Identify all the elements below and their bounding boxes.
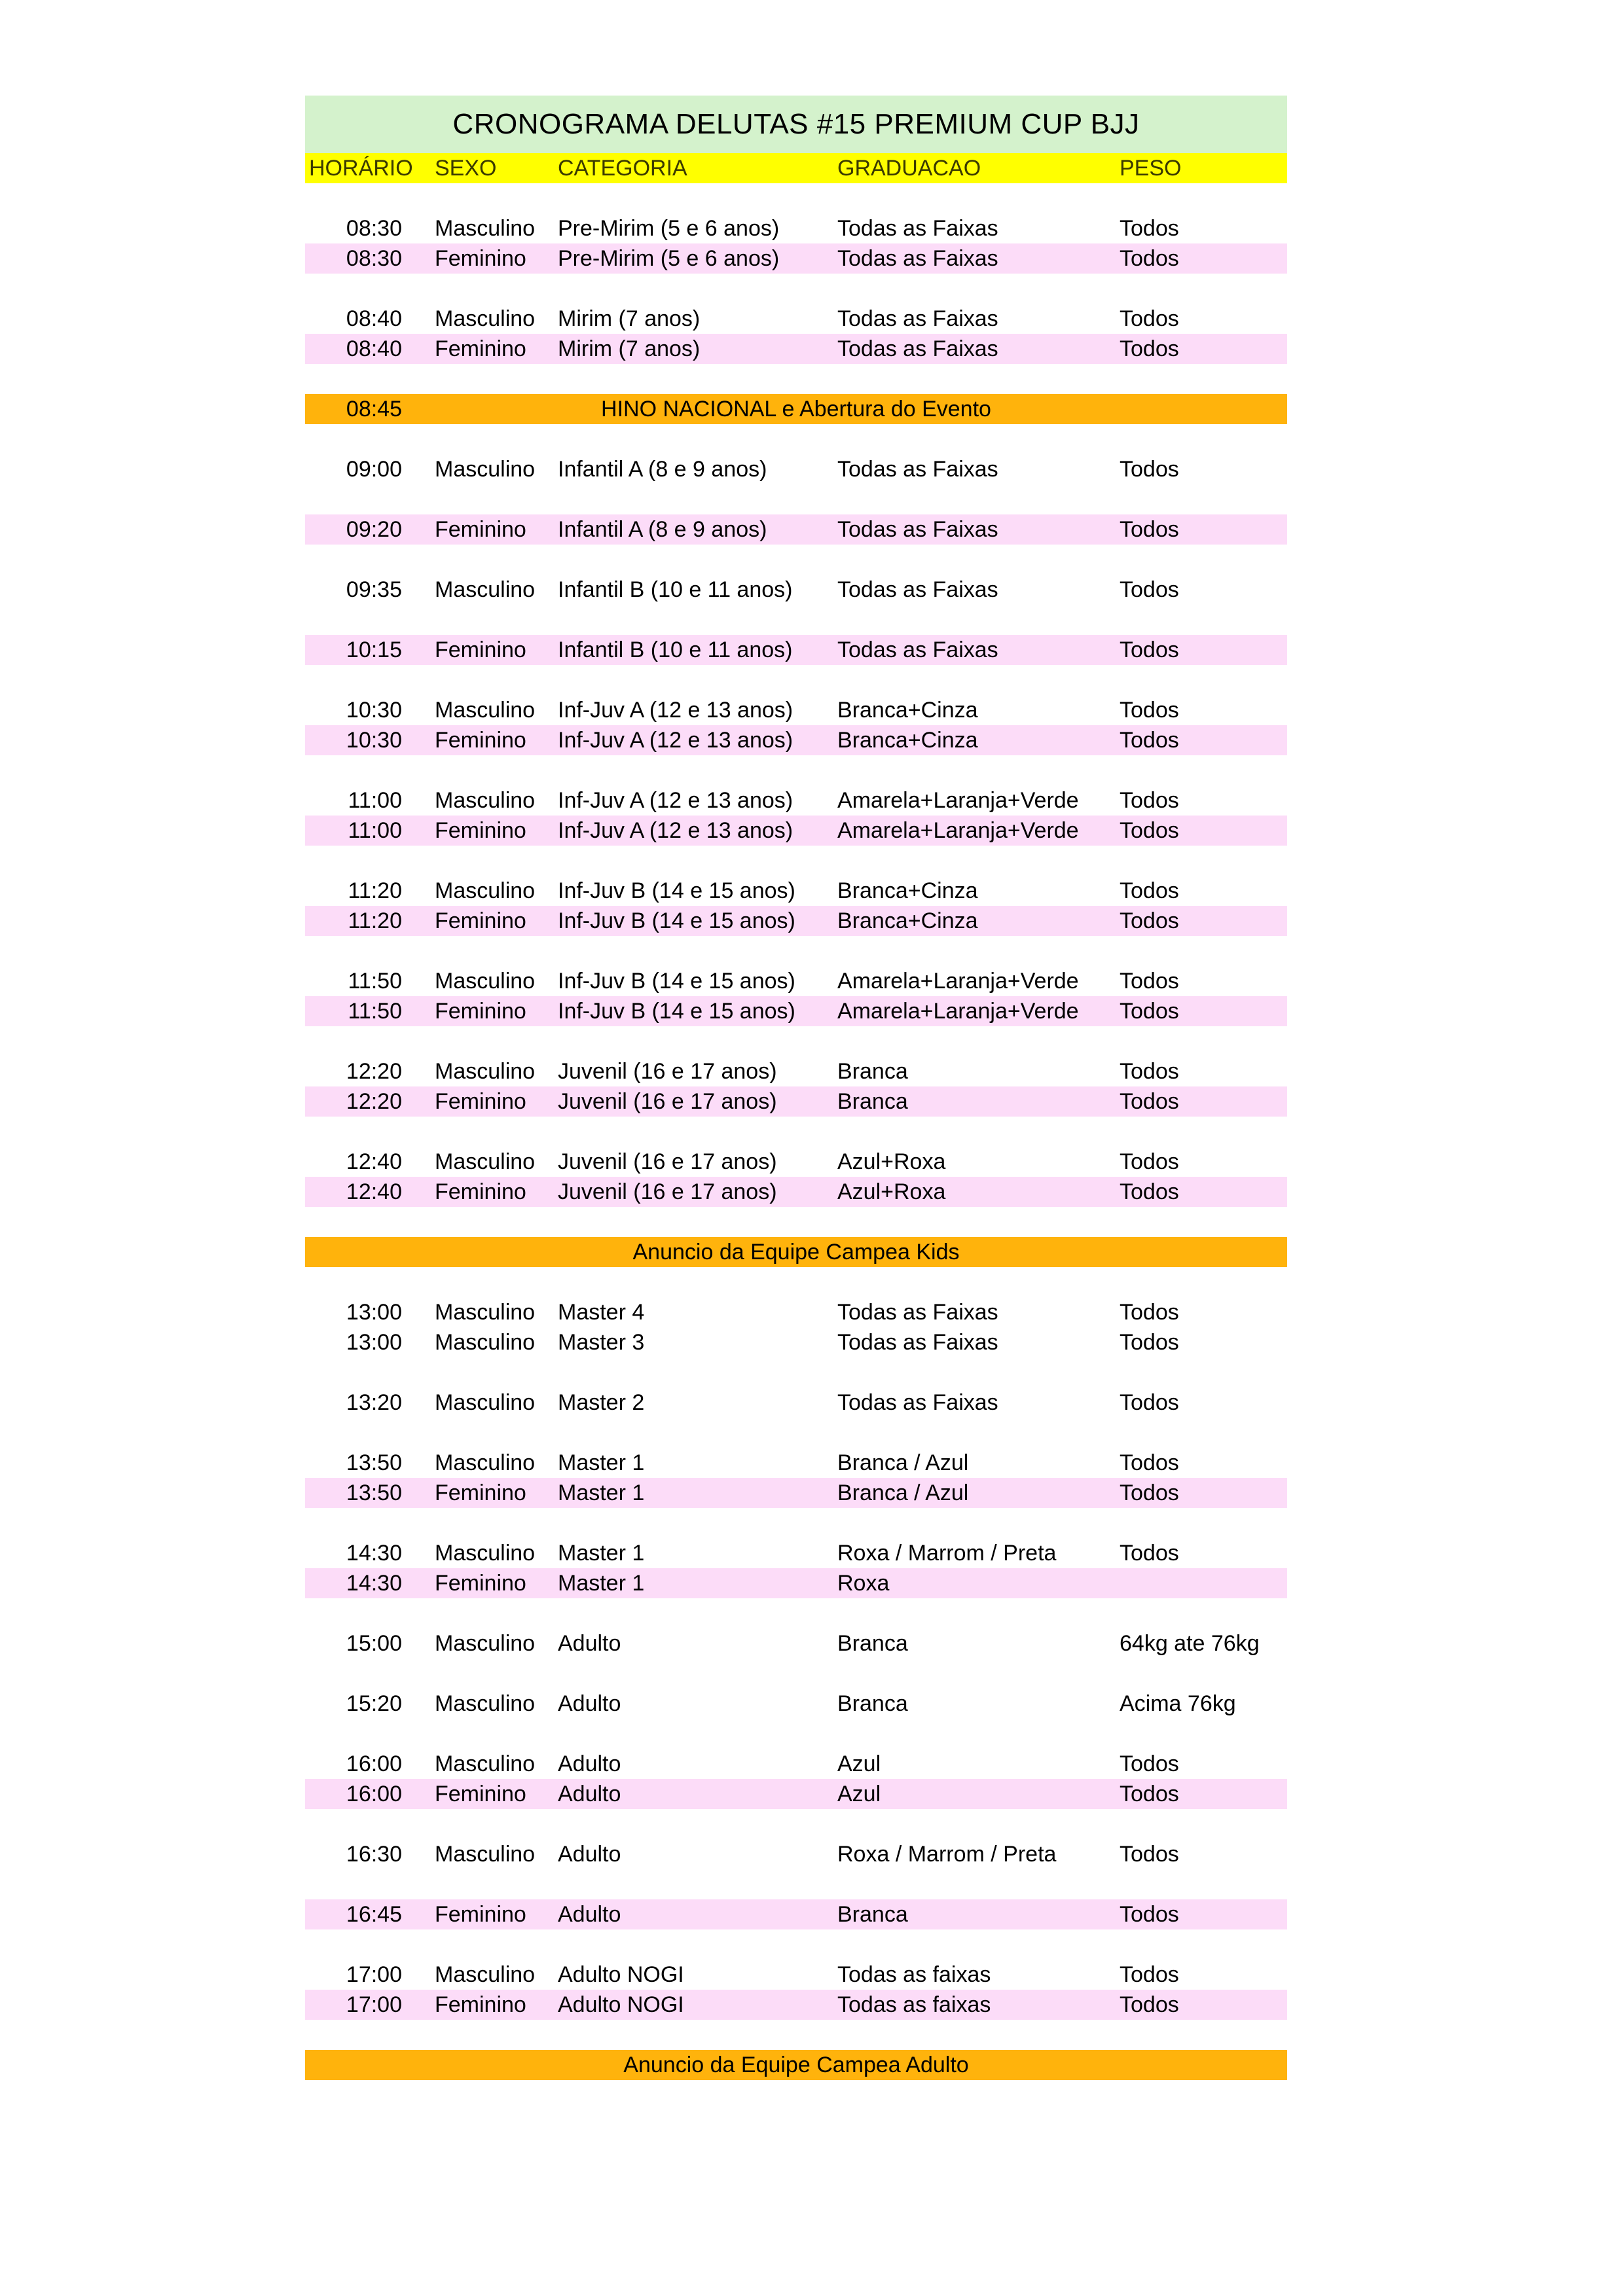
cell-peso: Todos xyxy=(1120,698,1179,723)
cell-categoria: Juvenil (16 e 17 anos) xyxy=(558,1149,777,1174)
table-row xyxy=(305,1327,1287,1357)
header-horario: HORÁRIO xyxy=(309,156,413,181)
table-row xyxy=(305,1478,1287,1508)
cell-graduacao: Todas as Faixas xyxy=(837,336,998,361)
cell-peso: Todos xyxy=(1120,1059,1179,1084)
spacer-row xyxy=(305,1207,1287,1237)
cell-sexo: Masculino xyxy=(435,1691,536,1716)
cell-peso: Todos xyxy=(1120,818,1179,843)
cell-categoria: Master 1 xyxy=(558,1571,645,1596)
cell-peso: Todos xyxy=(1120,246,1179,271)
cell-horario: 12:20 xyxy=(346,1059,402,1084)
cell-sexo: Feminino xyxy=(435,1902,526,1927)
cell-peso: Todos xyxy=(1120,1330,1179,1355)
table-row xyxy=(305,996,1287,1026)
cell-sexo: Feminino xyxy=(435,999,526,1024)
table-row xyxy=(305,1839,1287,1869)
spacer-row xyxy=(305,1929,1287,1960)
cell-peso: Todos xyxy=(1120,1480,1179,1505)
cell-sexo: Masculino xyxy=(435,1541,536,1566)
cell-categoria: Infantil B (10 e 11 anos) xyxy=(558,577,793,602)
schedule-title: CRONOGRAMA DELUTAS #15 PREMIUM CUP BJJ xyxy=(305,96,1287,153)
cell-horario: 12:20 xyxy=(346,1089,402,1114)
spacer-row xyxy=(305,1418,1287,1448)
cell-sexo: Feminino xyxy=(435,637,526,662)
cell-graduacao: Amarela+Laranja+Verde xyxy=(837,969,1079,994)
cell-categoria: Master 4 xyxy=(558,1300,645,1325)
cell-graduacao: Branca+Cinza xyxy=(837,698,978,723)
banner-time: 08:45 xyxy=(346,397,402,422)
cell-graduacao: Branca / Azul xyxy=(837,1450,969,1475)
cell-graduacao: Todas as Faixas xyxy=(837,577,998,602)
cell-peso: Todos xyxy=(1120,1902,1179,1927)
cell-categoria: Adulto xyxy=(558,1751,621,1776)
cell-horario: 08:30 xyxy=(346,246,402,271)
cell-categoria: Inf-Juv B (14 e 15 anos) xyxy=(558,969,795,994)
table-row xyxy=(305,1388,1287,1418)
cell-sexo: Masculino xyxy=(435,1059,536,1084)
table-row xyxy=(305,1147,1287,1177)
banner-text: Anuncio da Equipe Campea Kids xyxy=(632,1240,960,1265)
cell-categoria: Master 1 xyxy=(558,1450,645,1475)
spacer-row xyxy=(305,936,1287,966)
cell-categoria: Infantil A (8 e 9 anos) xyxy=(558,517,767,542)
cell-horario: 09:20 xyxy=(346,517,402,542)
cell-peso: Todos xyxy=(1120,1179,1179,1204)
cell-sexo: Masculino xyxy=(435,216,536,241)
cell-graduacao: Branca xyxy=(837,1902,908,1927)
table-row xyxy=(305,695,1287,725)
spacer-row xyxy=(305,665,1287,695)
cell-peso: Todos xyxy=(1120,1149,1179,1174)
cell-horario: 11:00 xyxy=(348,818,402,843)
cell-peso: Todos xyxy=(1120,788,1179,813)
cell-graduacao: Roxa / Marrom / Preta xyxy=(837,1541,1057,1566)
spacer-row xyxy=(305,1026,1287,1056)
cell-sexo: Feminino xyxy=(435,908,526,933)
cell-sexo: Masculino xyxy=(435,788,536,813)
cell-sexo: Feminino xyxy=(435,728,526,753)
spacer-row xyxy=(305,364,1287,394)
table-row xyxy=(305,1056,1287,1086)
spacer-row xyxy=(305,755,1287,785)
cell-peso: Acima 76kg xyxy=(1120,1691,1236,1716)
spacer-row xyxy=(305,1267,1287,1297)
cell-graduacao: Azul xyxy=(837,1782,881,1806)
cell-horario: 11:50 xyxy=(348,999,402,1024)
spacer-row xyxy=(305,1508,1287,1538)
header-graduacao: GRADUACAO xyxy=(837,156,981,181)
cell-categoria: Inf-Juv B (14 e 15 anos) xyxy=(558,878,795,903)
cell-categoria: Adulto xyxy=(558,1631,621,1656)
table-row xyxy=(305,1899,1287,1929)
cell-sexo: Masculino xyxy=(435,1149,536,1174)
cell-horario: 08:40 xyxy=(346,336,402,361)
table-row xyxy=(305,575,1287,605)
cell-horario: 13:00 xyxy=(346,1330,402,1355)
cell-categoria: Mirim (7 anos) xyxy=(558,336,701,361)
cell-categoria: Juvenil (16 e 17 anos) xyxy=(558,1059,777,1084)
cell-peso: Todos xyxy=(1120,1390,1179,1415)
cell-sexo: Masculino xyxy=(435,1390,536,1415)
cell-horario: 16:00 xyxy=(346,1782,402,1806)
cell-categoria: Inf-Juv A (12 e 13 anos) xyxy=(558,728,793,753)
cell-sexo: Feminino xyxy=(435,336,526,361)
cell-graduacao: Todas as Faixas xyxy=(837,637,998,662)
cell-graduacao: Todas as faixas xyxy=(837,1962,991,1987)
table-row xyxy=(305,243,1287,274)
cell-graduacao: Azul+Roxa xyxy=(837,1179,946,1204)
cell-sexo: Masculino xyxy=(435,1300,536,1325)
cell-peso: Todos xyxy=(1120,908,1179,933)
cell-categoria: Inf-Juv A (12 e 13 anos) xyxy=(558,788,793,813)
table-row xyxy=(305,1568,1287,1598)
table-row xyxy=(305,213,1287,243)
cell-graduacao: Azul+Roxa xyxy=(837,1149,946,1174)
cell-categoria: Master 1 xyxy=(558,1480,645,1505)
cell-graduacao: Branca / Azul xyxy=(837,1480,969,1505)
cell-peso: Todos xyxy=(1120,577,1179,602)
cell-categoria: Infantil A (8 e 9 anos) xyxy=(558,457,767,482)
spacer-row xyxy=(305,605,1287,635)
cell-graduacao: Todas as Faixas xyxy=(837,1390,998,1415)
spacer-row xyxy=(305,545,1287,575)
cell-graduacao: Branca xyxy=(837,1089,908,1114)
banner-text: HINO NACIONAL e Abertura do Evento xyxy=(601,397,991,422)
cell-horario: 13:20 xyxy=(346,1390,402,1415)
cell-horario: 17:00 xyxy=(346,1962,402,1987)
spacer-row xyxy=(305,1809,1287,1839)
banner-row xyxy=(305,394,1287,424)
cell-peso: 64kg ate 76kg xyxy=(1120,1631,1260,1656)
cell-peso: Todos xyxy=(1120,1089,1179,1114)
cell-sexo: Masculino xyxy=(435,1330,536,1355)
table-row xyxy=(305,1177,1287,1207)
cell-categoria: Pre-Mirim (5 e 6 anos) xyxy=(558,246,780,271)
cell-categoria: Infantil B (10 e 11 anos) xyxy=(558,637,793,662)
cell-horario: 13:50 xyxy=(346,1480,402,1505)
cell-peso: Todos xyxy=(1120,1842,1179,1867)
table-row xyxy=(305,1538,1287,1568)
spacer-row xyxy=(305,1117,1287,1147)
cell-sexo: Masculino xyxy=(435,1842,536,1867)
cell-sexo: Feminino xyxy=(435,1992,526,2017)
table-row xyxy=(305,1960,1287,1990)
cell-horario: 13:00 xyxy=(346,1300,402,1325)
cell-sexo: Masculino xyxy=(435,1450,536,1475)
cell-horario: 12:40 xyxy=(346,1179,402,1204)
cell-categoria: Master 2 xyxy=(558,1390,645,1415)
cell-graduacao: Branca xyxy=(837,1059,908,1084)
cell-categoria: Adulto xyxy=(558,1691,621,1716)
cell-horario: 08:40 xyxy=(346,306,402,331)
cell-graduacao: Branca+Cinza xyxy=(837,728,978,753)
cell-peso: Todos xyxy=(1120,306,1179,331)
cell-graduacao: Amarela+Laranja+Verde xyxy=(837,818,1079,843)
cell-horario: 11:00 xyxy=(348,788,402,813)
column-header-row xyxy=(305,153,1287,183)
cell-graduacao: Todas as Faixas xyxy=(837,246,998,271)
cell-horario: 10:30 xyxy=(346,728,402,753)
table-row xyxy=(305,785,1287,816)
cell-peso: Todos xyxy=(1120,728,1179,753)
cell-sexo: Feminino xyxy=(435,246,526,271)
cell-sexo: Masculino xyxy=(435,306,536,331)
spacer-row xyxy=(305,1719,1287,1749)
cell-sexo: Feminino xyxy=(435,1782,526,1806)
table-row xyxy=(305,1990,1287,2020)
cell-sexo: Masculino xyxy=(435,878,536,903)
cell-peso: Todos xyxy=(1120,637,1179,662)
cell-graduacao: Amarela+Laranja+Verde xyxy=(837,788,1079,813)
spacer-row xyxy=(305,1357,1287,1388)
cell-categoria: Juvenil (16 e 17 anos) xyxy=(558,1089,777,1114)
cell-sexo: Feminino xyxy=(435,1571,526,1596)
table-row xyxy=(305,1689,1287,1719)
cell-graduacao: Todas as faixas xyxy=(837,1992,991,2017)
table-row xyxy=(305,816,1287,846)
cell-peso: Todos xyxy=(1120,1962,1179,1987)
cell-horario: 16:45 xyxy=(346,1902,402,1927)
header-peso: PESO xyxy=(1120,156,1182,181)
table-row xyxy=(305,725,1287,755)
cell-categoria: Adulto xyxy=(558,1782,621,1806)
spacer-row xyxy=(305,1598,1287,1628)
cell-horario: 12:40 xyxy=(346,1149,402,1174)
spacer-row xyxy=(305,1869,1287,1899)
cell-peso: Todos xyxy=(1120,1992,1179,2017)
cell-graduacao: Todas as Faixas xyxy=(837,1300,998,1325)
cell-categoria: Mirim (7 anos) xyxy=(558,306,701,331)
header-categoria: CATEGORIA xyxy=(558,156,687,181)
cell-categoria: Master 1 xyxy=(558,1541,645,1566)
cell-peso: Todos xyxy=(1120,1782,1179,1806)
table-row xyxy=(305,876,1287,906)
cell-horario: 11:50 xyxy=(348,969,402,994)
cell-peso: Todos xyxy=(1120,878,1179,903)
cell-graduacao: Amarela+Laranja+Verde xyxy=(837,999,1079,1024)
cell-horario: 10:15 xyxy=(346,637,402,662)
cell-peso: Todos xyxy=(1120,336,1179,361)
cell-peso: Todos xyxy=(1120,1300,1179,1325)
cell-graduacao: Roxa / Marrom / Preta xyxy=(837,1842,1057,1867)
cell-categoria: Pre-Mirim (5 e 6 anos) xyxy=(558,216,780,241)
cell-graduacao: Branca xyxy=(837,1631,908,1656)
table-row xyxy=(305,1628,1287,1659)
table-row xyxy=(305,1779,1287,1809)
table-row xyxy=(305,1297,1287,1327)
table-row xyxy=(305,334,1287,364)
cell-sexo: Masculino xyxy=(435,577,536,602)
cell-sexo: Masculino xyxy=(435,1962,536,1987)
cell-graduacao: Todas as Faixas xyxy=(837,517,998,542)
spacer-row xyxy=(305,1659,1287,1689)
banner-row xyxy=(305,2050,1287,2080)
cell-sexo: Feminino xyxy=(435,517,526,542)
cell-horario: 16:00 xyxy=(346,1751,402,1776)
cell-peso: Todos xyxy=(1120,969,1179,994)
cell-peso: Todos xyxy=(1120,1751,1179,1776)
cell-sexo: Masculino xyxy=(435,1631,536,1656)
cell-graduacao: Todas as Faixas xyxy=(837,306,998,331)
cell-sexo: Feminino xyxy=(435,1480,526,1505)
table-row xyxy=(305,1448,1287,1478)
cell-horario: 15:20 xyxy=(346,1691,402,1716)
spacer-row xyxy=(305,484,1287,514)
table-row xyxy=(305,454,1287,484)
cell-horario: 09:00 xyxy=(346,457,402,482)
table-row xyxy=(305,966,1287,996)
cell-peso: Todos xyxy=(1120,517,1179,542)
cell-graduacao: Todas as Faixas xyxy=(837,457,998,482)
cell-sexo: Masculino xyxy=(435,698,536,723)
cell-horario: 13:50 xyxy=(346,1450,402,1475)
cell-graduacao: Roxa xyxy=(837,1571,890,1596)
cell-sexo: Masculino xyxy=(435,457,536,482)
cell-horario: 10:30 xyxy=(346,698,402,723)
cell-categoria: Adulto xyxy=(558,1842,621,1867)
table-row xyxy=(305,635,1287,665)
cell-graduacao: Todas as Faixas xyxy=(837,216,998,241)
spacer-row xyxy=(305,183,1287,213)
banner-text: Anuncio da Equipe Campea Adulto xyxy=(623,2053,969,2077)
cell-horario: 16:30 xyxy=(346,1842,402,1867)
cell-sexo: Feminino xyxy=(435,818,526,843)
cell-categoria: Adulto xyxy=(558,1902,621,1927)
cell-peso: Todos xyxy=(1120,216,1179,241)
cell-peso: Todos xyxy=(1120,1450,1179,1475)
cell-sexo: Feminino xyxy=(435,1089,526,1114)
cell-categoria: Inf-Juv B (14 e 15 anos) xyxy=(558,908,795,933)
cell-horario: 14:30 xyxy=(346,1541,402,1566)
cell-graduacao: Branca xyxy=(837,1691,908,1716)
table-row xyxy=(305,906,1287,936)
cell-horario: 15:00 xyxy=(346,1631,402,1656)
cell-categoria: Inf-Juv B (14 e 15 anos) xyxy=(558,999,795,1024)
cell-peso: Todos xyxy=(1120,999,1179,1024)
cell-peso: Todos xyxy=(1120,1541,1179,1566)
cell-horario: 09:35 xyxy=(346,577,402,602)
table-row xyxy=(305,1749,1287,1779)
cell-sexo: Feminino xyxy=(435,1179,526,1204)
spacer-row xyxy=(305,2020,1287,2050)
schedule-rows xyxy=(305,183,1287,2080)
cell-graduacao: Branca+Cinza xyxy=(837,878,978,903)
cell-horario: 17:00 xyxy=(346,1992,402,2017)
table-row xyxy=(305,1086,1287,1117)
cell-horario: 14:30 xyxy=(346,1571,402,1596)
cell-graduacao: Todas as Faixas xyxy=(837,1330,998,1355)
cell-horario: 11:20 xyxy=(348,908,402,933)
cell-categoria: Adulto NOGI xyxy=(558,1962,684,1987)
cell-categoria: Juvenil (16 e 17 anos) xyxy=(558,1179,777,1204)
cell-categoria: Master 3 xyxy=(558,1330,645,1355)
spacer-row xyxy=(305,846,1287,876)
cell-horario: 08:30 xyxy=(346,216,402,241)
spacer-row xyxy=(305,274,1287,304)
cell-categoria: Adulto NOGI xyxy=(558,1992,684,2017)
cell-graduacao: Azul xyxy=(837,1751,881,1776)
schedule-sheet xyxy=(305,96,1287,2080)
cell-categoria: Inf-Juv A (12 e 13 anos) xyxy=(558,698,793,723)
table-row xyxy=(305,514,1287,545)
cell-sexo: Masculino xyxy=(435,969,536,994)
cell-categoria: Inf-Juv A (12 e 13 anos) xyxy=(558,818,793,843)
table-row xyxy=(305,304,1287,334)
banner-row xyxy=(305,1237,1287,1267)
cell-graduacao: Branca+Cinza xyxy=(837,908,978,933)
cell-sexo: Masculino xyxy=(435,1751,536,1776)
cell-peso: Todos xyxy=(1120,457,1179,482)
header-sexo: SEXO xyxy=(435,156,497,181)
cell-horario: 11:20 xyxy=(348,878,402,903)
spacer-row xyxy=(305,424,1287,454)
